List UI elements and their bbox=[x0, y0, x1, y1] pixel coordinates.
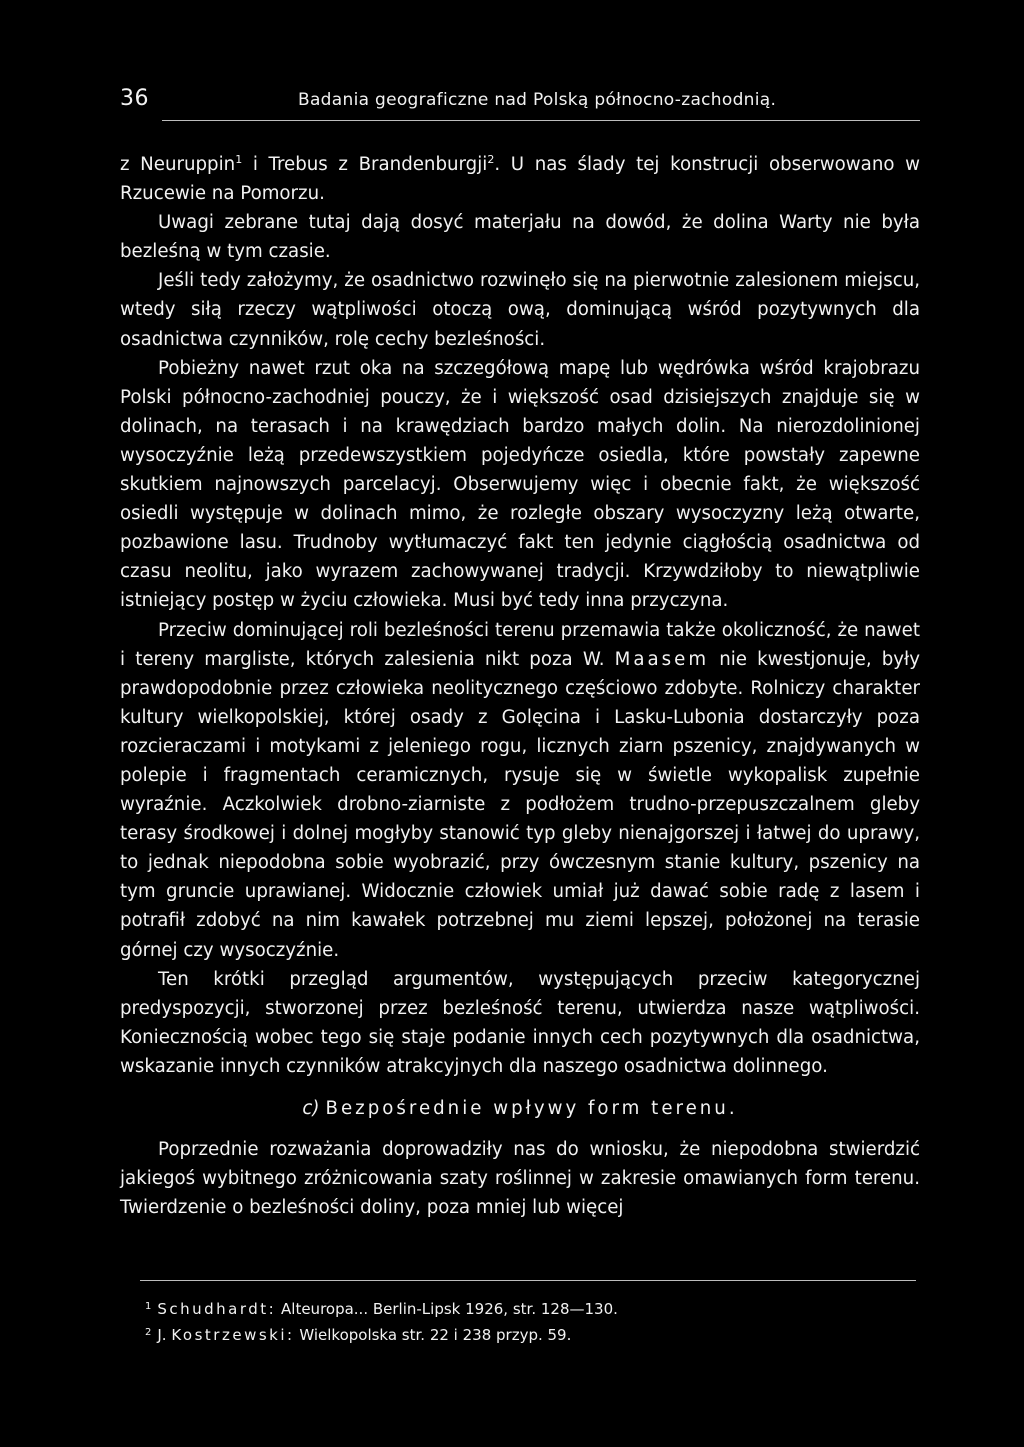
paragraph-5 bbox=[120, 616, 920, 965]
footnote-text: Alteuropa... Berlin-Lipsk 1926, str. 128—130. bbox=[276, 1300, 618, 1318]
footnote-ref-2: 2 bbox=[487, 153, 495, 166]
section-marker: c) bbox=[302, 1098, 320, 1119]
paragraph-text: . U nas ślady tej konstrucji obserwowano w Rzucewie na Pomorzu. bbox=[120, 154, 920, 205]
body-text bbox=[120, 150, 920, 1222]
footnote-author-prefix: J. bbox=[157, 1326, 172, 1344]
header-rule bbox=[162, 120, 920, 121]
footnotes bbox=[145, 1295, 920, 1347]
footnote-2 bbox=[145, 1321, 920, 1347]
footnote-text: Wielkopolska str. 22 i 238 przyp. 59. bbox=[294, 1326, 572, 1344]
paragraph-1 bbox=[120, 150, 920, 208]
paragraph-2: Uwagi zebrane tutaj dają dosyć materjału na dowód, że dolina Warty nie była bezleśną w tym czasie. bbox=[120, 212, 920, 263]
footnote-author: Kostrzewski: bbox=[171, 1326, 295, 1344]
footnote-mark: 1 bbox=[145, 1301, 152, 1312]
section-heading bbox=[120, 1094, 920, 1123]
footnote-mark: 2 bbox=[145, 1327, 152, 1338]
page-number: 36 bbox=[120, 86, 149, 111]
footnote-author: Schudhardt: bbox=[157, 1300, 277, 1318]
paragraph-7: Poprzednie rozważania doprowadziły nas do wniosku, że niepodobna stwierdzić jakiegoś wybitnego zróżnicowania szaty roślinnej w zakresie omawianych form terenu. Twierdzenie o bezleśności doliny, poza mniej lub więcej bbox=[120, 1139, 920, 1219]
paragraph-4: Pobieżny nawet rzut oka na szczegółową mapę lub wędrówka wśród krajobrazu Polski północno-zachodniej pouczy, że i większość osad dzisiejszych znajduje się w dolinach, na terasach i na krawędziach bardzo małych dolin. Na nierozdolinionej wysoczyźnie leżą przedewszystkiem pojedyńcze osiedla, które powstały zapewne skutkiem najnowszych parcelacyj. Obserwujemy więc i obecnie fakt, że większość osiedli występuje w dolinach mimo, że rozległe obszary wysoczyzny leżą otwarte, pozbawione lasu. Trudnoby wytłumaczyć fakt ten jedynie ciągłością osadnictwa od czasu neolitu, jako wyrazem zachowywanej tradycji. Krzywdziłoby to niewątpliwie istniejący postęp w życiu człowieka. Musi być tedy inna przyczyna. bbox=[120, 357, 920, 612]
paragraph-text: z Neuruppin bbox=[120, 154, 236, 175]
footnote-ref-1: 1 bbox=[235, 153, 243, 166]
paragraph-text: i Trebus z Brandenburgji bbox=[242, 154, 488, 175]
paragraph-3: Jeśli tedy założymy, że osadnictwo rozwinęło się na pierwotnie zalesionem miejscu, wtedy siłą rzeczy wątpliwości otoczą ową, dominującą wśród pozytywnych dla osadnictwa czynników, rolę cechy bezleśności. bbox=[120, 270, 920, 350]
page-content bbox=[120, 86, 920, 1386]
footnote-1 bbox=[145, 1295, 920, 1321]
paragraph-6: Ten krótki przegląd argumentów, występujących przeciw kategorycznej predyspozycji, stworzonej przez bezleśność terenu, utwierdza nasze wątpliwości. Koniecznością wobec tego się staje podanie innych cech pozytywnych dla osadnictwa, wskazanie innych czynników atrakcyjnych dla naszego osadnictwa dolinnego. bbox=[120, 968, 920, 1077]
running-head: Badania geograficzne nad Polską północno-zachodnią. bbox=[298, 90, 777, 110]
page-header bbox=[120, 86, 920, 120]
paragraph-text: Przeciw dominującej roli bezleśności terenu przemawia także okoliczność, że nawet i tereny margliste, których zalesienia nikt poza W. bbox=[120, 619, 920, 670]
paragraph-text: nie kwestjonuje, były prawdopodobnie przez człowieka neolitycznego częściowo zdobyte. Rolniczy charakter kultury wielkopolskiej, której osady z Golęcina i Lasku-Lubonia dostarczyły poza rozcieraczami i motykami z jeleniego rogu, licznych ziarn pszenicy, znajdywanych w polepie i fragmentach ceramicznych, rysuje się w świetle wykopalisk zupełnie wyraźnie. Aczkolwiek drobno-ziarniste z podłożem trudno-przepuszczalnem gleby terasy środkowej i dolnej mogłyby stanowić typ gleby nienajgorszej i łatwej do uprawy, to jednak niepodobna sobie wyobrazić, przy ówczesnym stanie kultury, pszenicy na tym gruncie uprawianej. Widocznie człowiek umiał już dawać sobie radę z lasem i potrafił zdobyć na nim kawałek potrzebnej mu ziemi lepszej, położonej na terasie górnej czy wysoczyźnie. bbox=[120, 648, 920, 961]
section-title: Bezpośrednie wpływy form terenu. bbox=[325, 1098, 738, 1119]
footnote-rule bbox=[140, 1280, 916, 1281]
author-name-spaced: Maasem bbox=[614, 648, 710, 670]
